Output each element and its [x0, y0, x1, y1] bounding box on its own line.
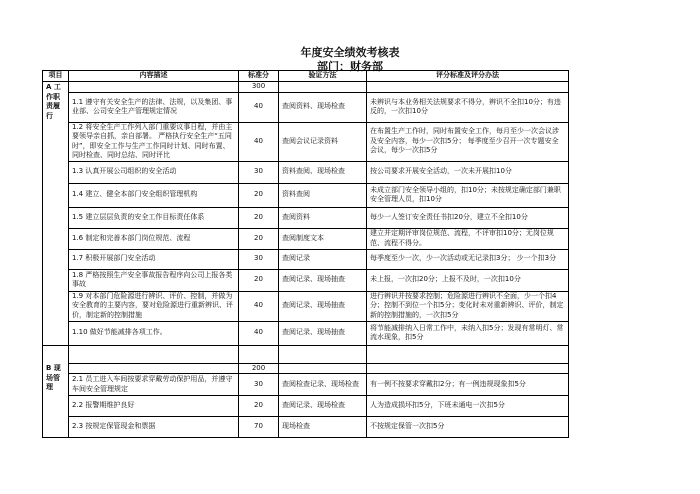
criteria-cell: 未成立部门安全领导小组的，扣10分；未按规定确定部门兼职安全管理人员，扣10分 [367, 183, 569, 207]
criteria-cell: 进行辨识并按要求控制；危险源进行辨识不全面，少一个扣4分；控制不到位一个扣5分；变化时未对重新辨识、评价，制定新的控制措施的，一次扣5分 [367, 291, 569, 321]
table-row [43, 207, 569, 228]
criteria-cell: 每季度至少一次，少一次活动或无记录扣3分； 少一个扣3分 [367, 249, 569, 269]
score-cell: 30 [239, 374, 279, 396]
table-row [43, 228, 569, 249]
table-row [43, 249, 569, 269]
method-cell: 查阅记录、现场抽查 [279, 291, 367, 321]
section-total-row [43, 363, 569, 374]
method-cell: 查阅记录、现场抽查 [279, 321, 367, 345]
score-cell: 20 [239, 269, 279, 291]
score-cell: 30 [239, 161, 279, 183]
section-label: A 工作职责履行 [43, 82, 69, 346]
table-row [43, 183, 569, 207]
score-cell: 20 [239, 396, 279, 417]
section-label: B 现场管理 [43, 363, 69, 438]
header-criteria: 评分标准及评分办法 [367, 71, 569, 82]
score-cell: 20 [239, 183, 279, 207]
table-row [43, 321, 569, 345]
score-cell: 20 [239, 228, 279, 249]
score-cell: 40 [239, 291, 279, 321]
score-cell: 40 [239, 122, 279, 161]
table-row [43, 417, 569, 438]
score-cell: 20 [239, 207, 279, 228]
method-cell: 查阅会议记录资料 [279, 122, 367, 161]
document-subtitle: 部门：财务部 [317, 60, 383, 73]
score-cell: 40 [239, 92, 279, 122]
criteria-cell: 在布置生产工作时，同时布置安全工作，每月至少一次会议涉及安全内容，每少一次扣5分； 每季度至少召开一次专题安全会议，每少一次扣5分 [367, 122, 569, 161]
criteria-cell: 人为造成损坏扣5分，下班未通电一次扣5分 [367, 396, 569, 417]
criteria-cell: 每少一人签订安全责任书扣20分，建立不全扣10分 [367, 207, 569, 228]
criteria-cell: 未辨识与本业务相关法规要求不得分，辨识不全扣10分；有违反的，一次扣10分 [367, 92, 569, 122]
content-cell: 1.8 严格按照生产安全事故报告程序向公司上报各类事故 [69, 269, 239, 291]
header-project: 项目 [43, 71, 69, 82]
spacer-row [43, 345, 569, 363]
method-cell: 查阅资料 [279, 207, 367, 228]
method-cell: 查阅资料、现场检查 [279, 92, 367, 122]
content-cell: 1.2 将安全生产工作列入部门重要议事日程，并由主要领导亲自抓，亲自部署。 严格执行安全生产“五同时”，即安全工作与生产工作同时计划、同时布置、同时检查、同时总结、同时评比 [69, 122, 239, 161]
assessment-table [42, 70, 569, 438]
score-cell: 40 [239, 321, 279, 345]
content-cell: 1.5 建立层层负责的安全工作目标责任体系 [69, 207, 239, 228]
criteria-cell: 建立并定期评审岗位规范、流程，不评审扣10分；无岗位规范、流程不得分。 [367, 228, 569, 249]
section-total: 200 [239, 363, 279, 374]
content-cell: 1.7 积极开展部门安全活动 [69, 249, 239, 269]
method-cell: 查阅记录、现场检查 [279, 396, 367, 417]
method-cell: 资料查阅、现场检查 [279, 161, 367, 183]
content-cell: 1.9 对本部门危险源进行辨识、评价、控制，并做为安全教育的主要内容，要对危险源进行重新辨识、评价，制定新的控制措施 [69, 291, 239, 321]
table-row [43, 92, 569, 122]
content-cell: 1.1 遵守有关安全生产的法律、法规，以及集团、事业部、公司安全生产管理规定情况 [69, 92, 239, 122]
table-row [43, 161, 569, 183]
method-cell: 查阅制度文本 [279, 228, 367, 249]
table-row [43, 122, 569, 161]
score-cell: 30 [239, 249, 279, 269]
criteria-cell: 按公司要求开展安全活动，一次未开展扣10分 [367, 161, 569, 183]
content-cell: 1.4 建立、健全本部门安全组织管理机构 [69, 183, 239, 207]
score-cell: 70 [239, 417, 279, 438]
method-cell: 查阅检查记录、现场检查 [279, 374, 367, 396]
header-score: 标准分 [239, 71, 279, 82]
content-cell: 1.3 认真开展公司组织的安全活动 [69, 161, 239, 183]
criteria-cell: 不按规定保管一次扣5分 [367, 417, 569, 438]
table-row [43, 374, 569, 396]
method-cell: 资料查阅 [279, 183, 367, 207]
content-cell: 2.2 报警期维护良好 [69, 396, 239, 417]
method-cell: 现场检查 [279, 417, 367, 438]
header-content: 内容描述 [69, 71, 239, 82]
document-title: 年度安全绩效考核表 [300, 46, 400, 59]
content-cell: 2.3 按规定保管现金和票据 [69, 417, 239, 438]
content-cell: 1.10 做好节能减排各项工作。 [69, 321, 239, 345]
header-method: 验证方法 [279, 71, 367, 82]
section-total-row [43, 82, 569, 93]
table-row [43, 396, 569, 417]
criteria-cell: 有一例不按要求穿戴扣2分；有一例违规现象扣5分 [367, 374, 569, 396]
content-cell: 1.6 制定和完善本部门岗位规范、流程 [69, 228, 239, 249]
criteria-cell: 将节能减排纳入日常工作中，未纳入扣5分；发现有常明灯、常流水现象，扣5分 [367, 321, 569, 345]
method-cell: 查阅记录、现场抽查 [279, 269, 367, 291]
content-cell: 2.1 员工进入车间按要求穿戴劳动保护用品，并遵守车间安全管理规定 [69, 374, 239, 396]
table-row [43, 269, 569, 291]
method-cell: 查阅记录 [279, 249, 367, 269]
header-row [43, 71, 569, 82]
table-row [43, 291, 569, 321]
section-total: 300 [239, 82, 279, 93]
criteria-cell: 未上报，一次扣20分；上报不及时，一次扣10分 [367, 269, 569, 291]
